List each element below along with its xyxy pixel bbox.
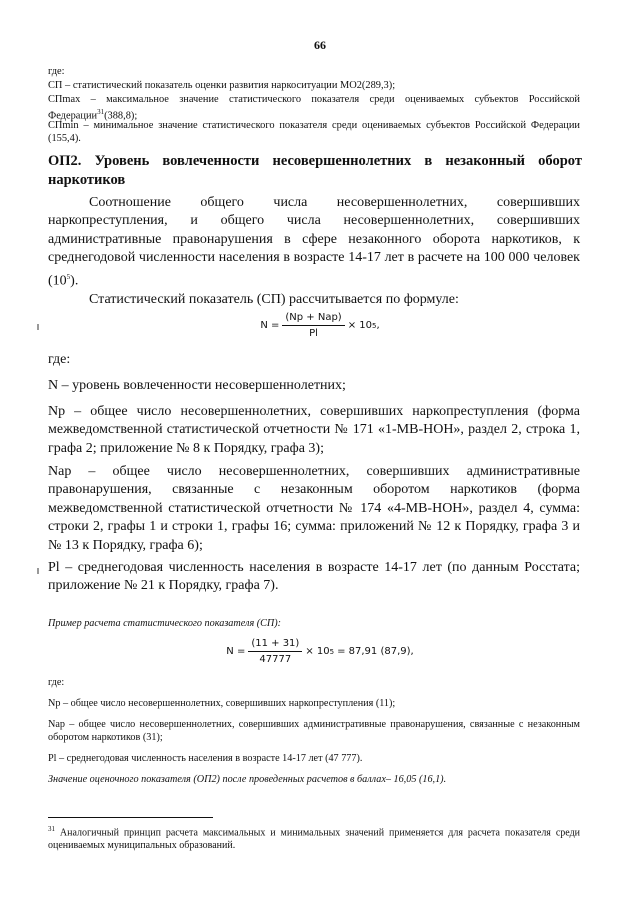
example-formula [0,637,640,666]
scan-mark [37,568,39,574]
footnote-text: Аналогичный принцип расчета максимальных и минимальных значений применяется для расчета показателя среди оцениваемых муниципальных образований. [48,827,581,852]
example-lhs: N = [226,646,246,657]
intro-spmax-text: СПmax – максимальное значение статистического показателя среди оцениваемых субъектов Российской Федерации [48,94,580,122]
scan-mark [37,324,39,330]
var-nap: Nap – общее число несовершеннолетних, совершивших административные правонарушения, связанные с незаконным оборотом наркотиков (форма межведомственной статистической отчетности № 174 «4-МВ-НОН», раздел 4, сумма: строки 2, графы 1 и строки 1, графы 16; сумма: приложений № 12 к Порядку, графа 3 и № 13 к Порядку, графа 6); [48,464,580,553]
example-numerator: (11 + 31) [248,637,302,652]
page-number: 66 [314,38,326,52]
intro-where: где: [48,66,65,77]
formula-numerator: (Np + Nap) [282,311,344,326]
definition-text: Соотношение общего числа несовершеннолетних, совершивших наркопреступления, и общего числа несовершеннолетних, совершивших административные правонарушения в сфере незаконного оборота наркотиков, к среднегодовой численности населения в возрасте 14-17 лет в расчете на 100 000 человек (10 [48,195,580,289]
example-score: Значение оценочного показателя (ОП2) после проведенных расчетов в баллах– 16,05 (16,1). [48,774,447,785]
var-np: Np – общее число несовершеннолетних, совершивших наркопреступления (форма межведомственной статистической отчетности № 171 «1-МВ-НОН», раздел 2, строка 1, графа 2; приложение № 8 к Порядку, графа 3); [48,404,580,456]
example-np: Np – общее число несовершеннолетних, совершивших наркопреступления (11); [48,698,396,709]
intro-spmax-value: (388,8); [104,110,138,122]
example-nap: Nap – общее число несовершеннолетних, совершивших административные правонарушения, связанные с незаконным оборотом наркотиков (31); [48,719,580,743]
example-fraction [248,637,302,666]
formula-intro: Статистический показатель (СП) рассчитывается по формуле: [89,292,459,307]
intro-sp: СП – статистический показатель оценки развития наркоситуации МО2(289,3); [48,80,396,91]
example-pl: Pl – среднегодовая численность населения в возрасте 14-17 лет (47 777). [48,753,363,764]
example-where: где: [48,677,65,688]
example-power: 5 [329,647,335,656]
definition-power: 5 [66,272,71,281]
formula-rhs: × 10 [347,320,372,331]
formula-lhs: N = [260,320,280,331]
example-title: Пример расчета статистического показателя (СП): [48,618,282,629]
formula-fraction [282,311,344,340]
footnote [48,823,580,852]
intro-spmax-footnote-ref: 31 [97,108,105,116]
var-n: N – уровень вовлеченности несовершеннолетних; [48,378,346,393]
formula-end: , [376,320,380,331]
formula-denominator: Pl [309,328,318,339]
definition-paragraph [48,194,580,291]
var-pl: Pl – среднегодовая численность населения в возрасте 14-17 лет (по данным Росстата; приложение № 21 к Порядку, графа 7). [48,560,580,594]
footnote-divider [48,817,213,818]
intro-spmin: СПmin – минимальное значение статистического показателя среди оцениваемых субъектов Российской Федерации (155,4). [48,120,580,144]
definition-end: ). [70,273,79,289]
section-heading: ОП2. Уровень вовлеченности несовершеннолетних в незаконный оборот наркотиков [48,153,582,188]
formula-power: 5 [372,321,377,330]
where-label: где: [48,352,71,367]
example-denominator: 47777 [259,654,292,665]
example-result: = 87,91 (87,9), [337,646,414,657]
main-formula [0,311,640,340]
example-rhs: × 10 [305,646,330,657]
footnote-number: 31 [48,825,55,833]
